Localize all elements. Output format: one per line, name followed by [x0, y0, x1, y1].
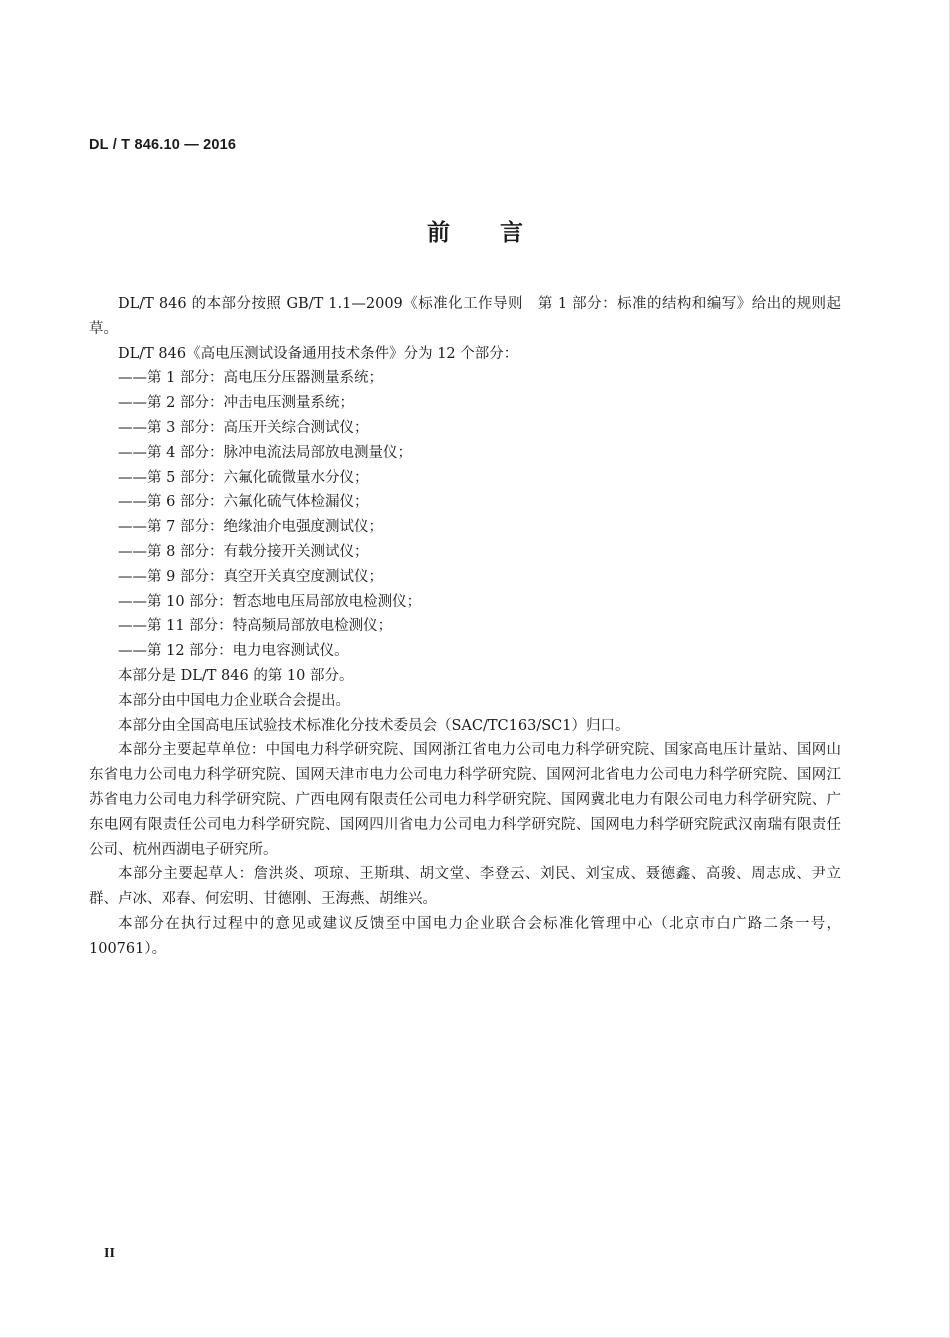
page-number: II	[104, 1246, 115, 1261]
list-item: ——第 2 部分：冲击电压测量系统；	[118, 395, 354, 412]
list-item: ——第 10 部分：暂态地电压局部放电检测仪；	[118, 593, 422, 610]
this-part-statement: 本部分是 DL/T 846 的第 10 部分。	[118, 667, 354, 684]
proposed-by-statement: 本部分由中国电力企业联合会提出。	[118, 692, 350, 709]
list-item: ——第 3 部分：高压开关综合测试仪；	[118, 419, 369, 436]
list-item: ——第 12 部分：电力电容测试仪。	[118, 643, 349, 660]
list-item: ——第 7 部分：绝缘油介电强度测试仪；	[118, 519, 383, 536]
parts-list	[89, 366, 841, 664]
managed-by-statement: 本部分由全国高电压试验技术标准化分技术委员会（SAC/TC163/SC1）归口。	[118, 717, 630, 734]
feedback-paragraph: 本部分在执行过程中的意见或建议反馈至中国电力企业联合会标准化管理中心（北京市白广路二条一号，100761）。	[89, 915, 841, 957]
intro-paragraph: DL/T 846 的本部分按照 GB/T 1.1—2009《标准化工作导则 第 1 部分：标准的结构和编写》给出的规则起草。	[89, 296, 841, 337]
list-item: ——第 9 部分：真空开关真空度测试仪；	[118, 568, 383, 585]
list-item: ——第 11 部分：特高频局部放电检测仪；	[118, 618, 393, 635]
drafting-units-paragraph: 本部分主要起草单位：中国电力科学研究院、国网浙江省电力公司电力科学研究院、国家高电压计量站、国网山东省电力公司电力科学研究院、国网天津市电力公司电力科学研究院、国网河北省电力公司电力科学研究院、国网江苏省电力公司电力科学研究院、广西电网有限责任公司电力科学研究院、国网冀北电力有限公司电力科学研究院、广东电网有限责任公司电力科学研究院、国网四川省电力公司电力科学研究院、国网电力科学研究院武汉南瑞有限责任公司、杭州西湖电子研究所。	[89, 742, 841, 858]
list-item: ——第 4 部分：脉冲电流法局部放电测量仪；	[118, 444, 412, 461]
list-item: ——第 5 部分：六氟化硫微量水分仪；	[118, 469, 369, 486]
standard-number: DL / T 846.10 — 2016	[89, 137, 237, 153]
drafters-paragraph: 本部分主要起草人：詹洪炎、项琼、王斯琪、胡文堂、李登云、刘民、刘宝成、聂德鑫、高骏、周志成、尹立群、卢冰、邓春、何宏明、甘德刚、王海燕、胡维兴。	[89, 866, 841, 908]
division-paragraph: DL/T 846《高电压测试设备通用技术条件》分为 12 个部分：	[118, 345, 519, 362]
list-item: ——第 6 部分：六氟化硫气体检漏仪；	[118, 494, 369, 511]
foreword-body	[89, 292, 841, 962]
page-title-char-1: 前	[427, 220, 450, 246]
page-title	[0, 214, 950, 247]
page-title-char-2: 言	[500, 220, 523, 246]
list-item: ——第 1 部分：高电压分压器测量系统；	[118, 370, 383, 387]
list-item: ——第 8 部分：有载分接开关测试仪；	[118, 543, 369, 560]
